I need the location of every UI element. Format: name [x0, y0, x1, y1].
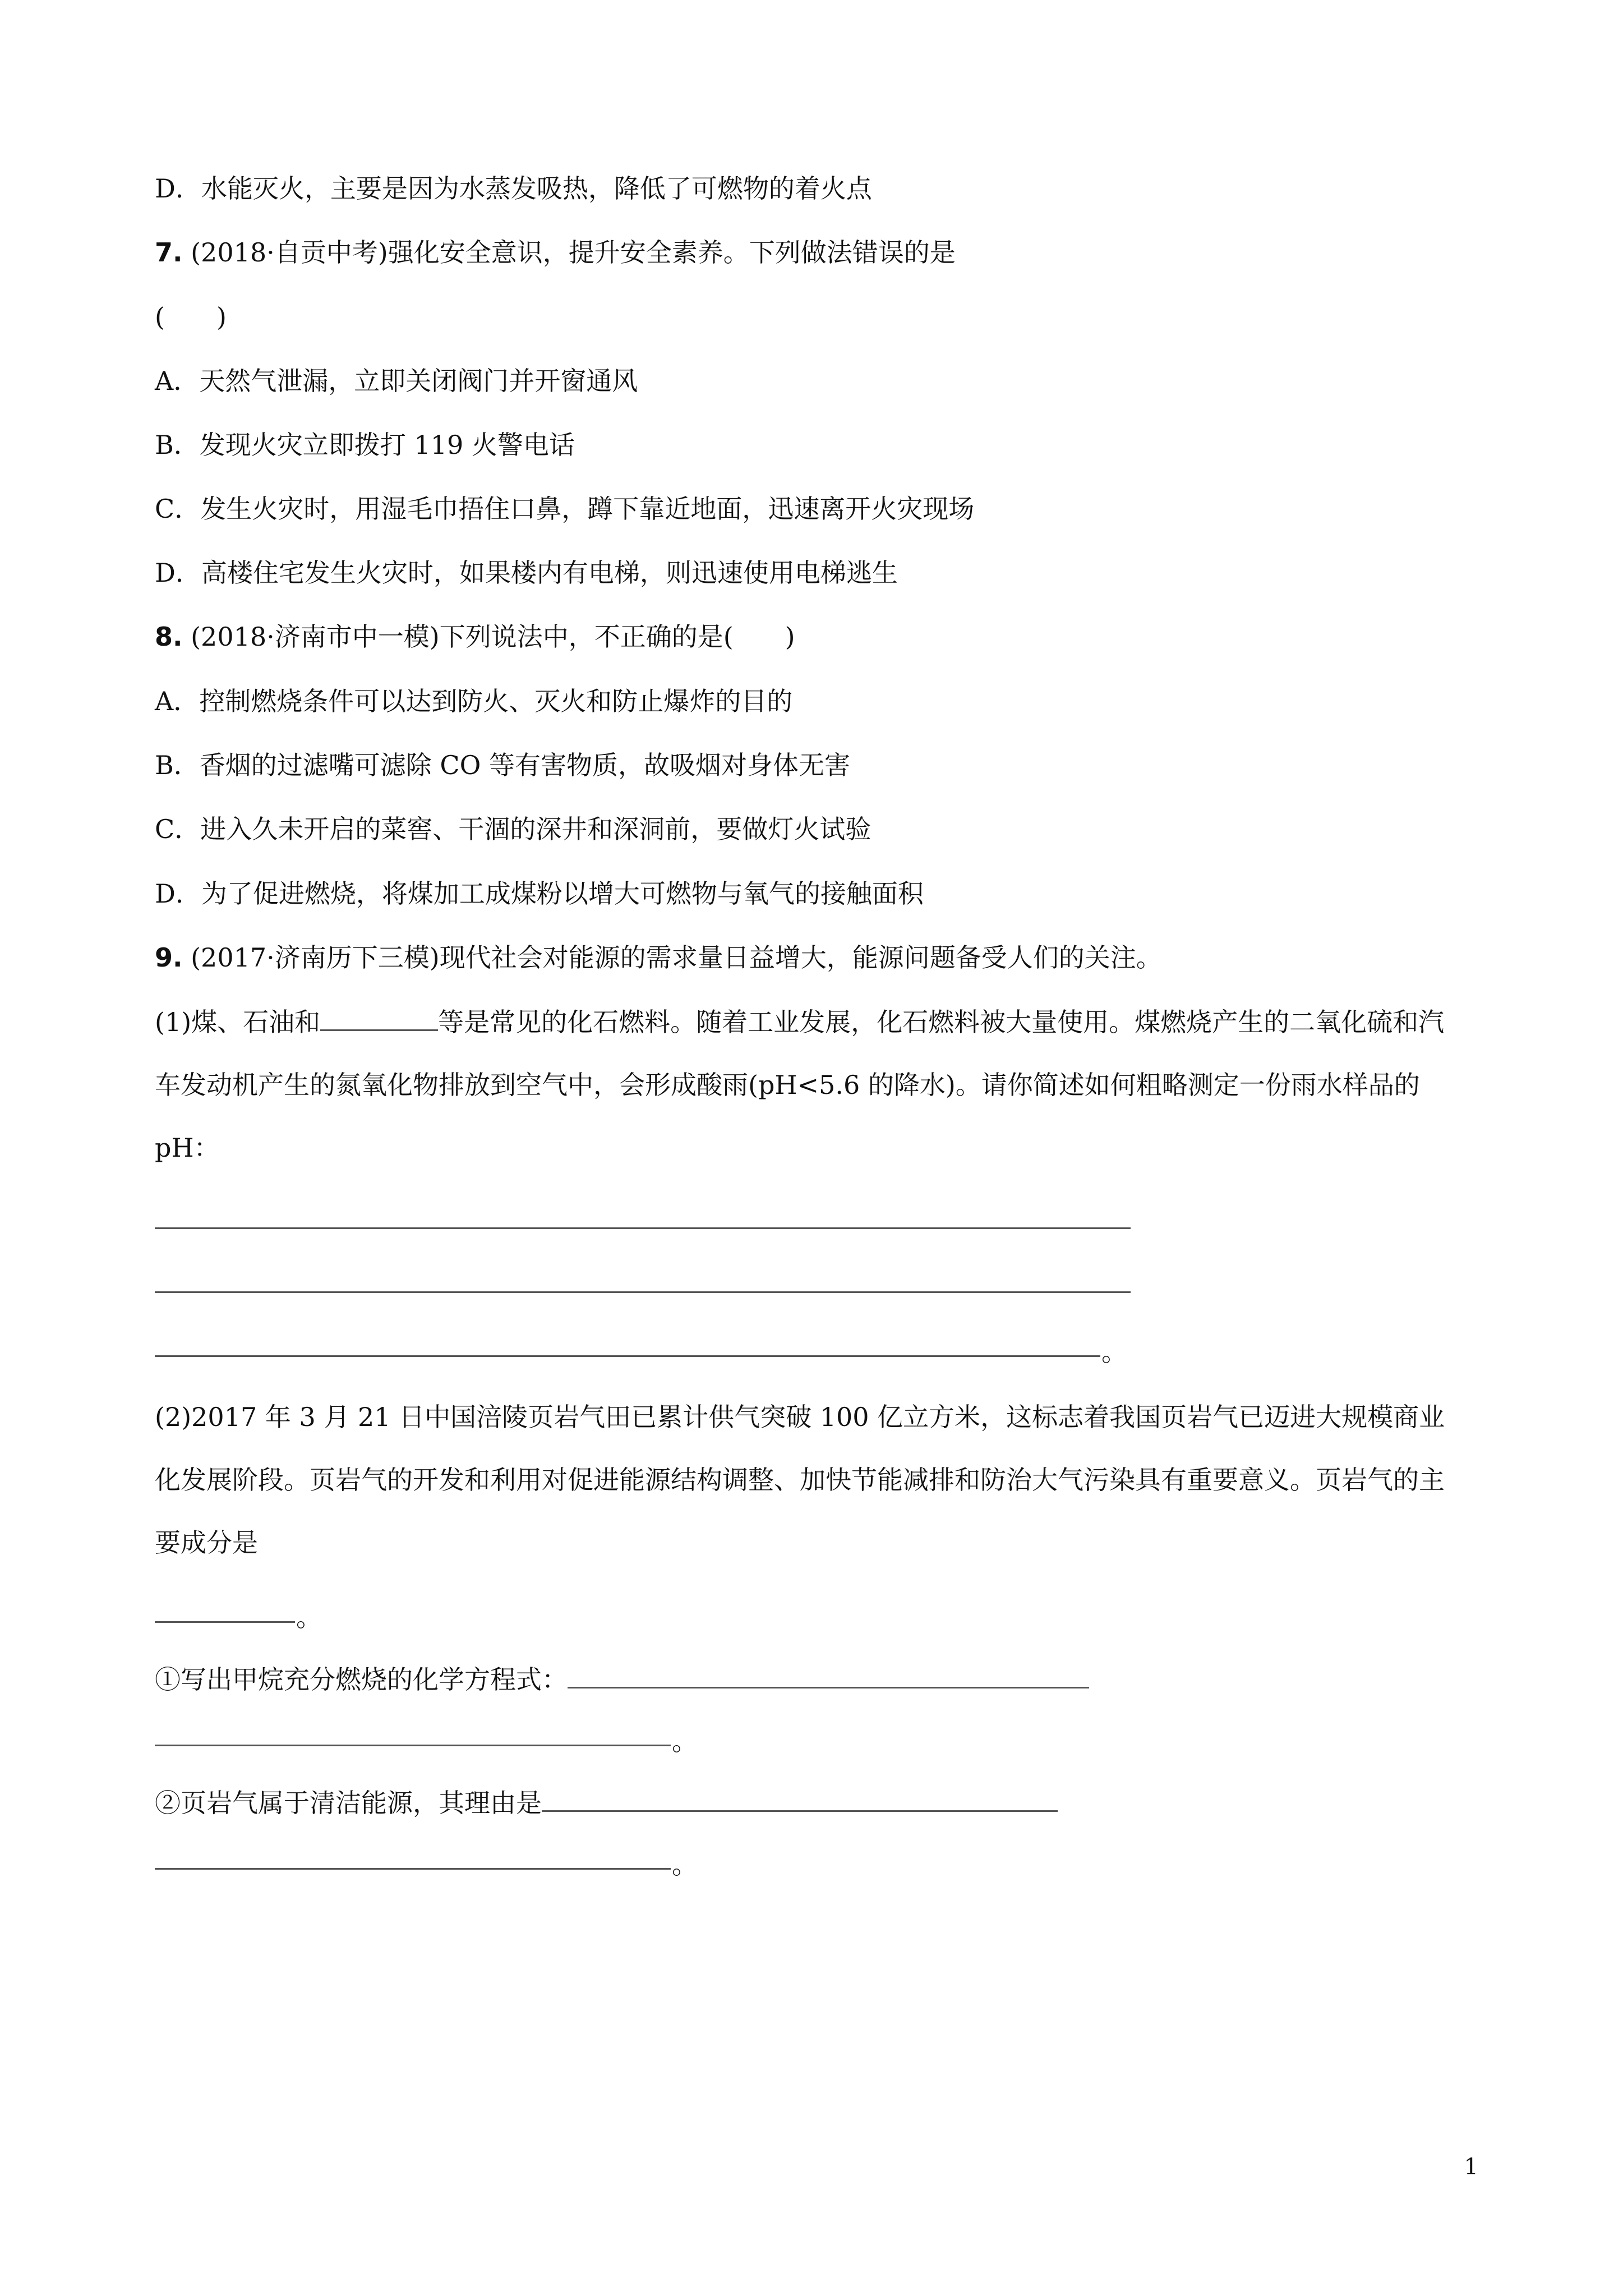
q6-option-d: D．水能灭火，主要是因为水蒸发吸热，降低了可燃物的着火点	[155, 173, 872, 204]
q9-sub2-text: ②页岩气属于清洁能源，其理由是	[155, 1788, 542, 1818]
reason-period: 。	[672, 1849, 698, 1880]
page-number: 1	[1464, 2154, 1478, 2180]
q8-option-d: D．为了促进燃烧，将煤加工成煤粉以增大可燃物与氧气的接触面积	[155, 878, 924, 909]
q8-stem	[155, 620, 795, 654]
q9-source: (2017·济南历下三模)	[191, 942, 440, 973]
equation-blank-1[interactable]	[568, 1661, 1089, 1688]
reason-blank-2[interactable]	[155, 1868, 671, 1870]
q7-source: (2018·自贡中考)	[191, 237, 388, 268]
reason-blank-1[interactable]	[542, 1784, 1058, 1812]
equation-blank-2[interactable]	[155, 1745, 671, 1746]
main-component-period: 。	[296, 1602, 322, 1632]
ph-answer-line-3[interactable]	[155, 1355, 1100, 1357]
q7-option-a: A．天然气泄漏，立即关闭阀门并开窗通风	[155, 366, 638, 396]
q8-source: (2018·济南市中一模)	[191, 622, 440, 652]
q7-text: 强化安全意识，提升安全素养。下列做法错误的是	[388, 237, 956, 268]
q9-text: 现代社会对能源的需求量日益增大，能源问题备受人们的关注。	[439, 942, 1162, 973]
q8-option-a: A．控制燃烧条件可以达到防火、灭火和防止爆炸的目的	[155, 686, 793, 716]
ph-answer-period: 。	[1101, 1337, 1127, 1367]
q9-sub1	[155, 1661, 1089, 1696]
q8-text: 下列说法中，不正确的是( )	[439, 622, 795, 652]
q9-sub1-text: ①写出甲烷充分燃烧的化学方程式：	[155, 1664, 568, 1695]
q9-stem	[155, 941, 1162, 974]
q9-sub2	[155, 1784, 1058, 1820]
q7-answer-paren: ( )	[155, 302, 227, 332]
q7-option-c: C．发生火灾时，用湿毛巾捂住口鼻，蹲下靠近地面，迅速离开火灾现场	[155, 494, 975, 524]
q7-stem	[155, 236, 956, 269]
ph-answer-line-2[interactable]	[155, 1291, 1131, 1293]
q9-part1-text: 等是常见的化石燃料。随着工业发展，化石燃料被大量使用。煤燃烧产生的二氧化硫和汽车发动机产生的氮氧化物排放到空气中，会形成酸雨(pH<5.6 的降水)。请你简述如何粗略测定一份雨水样品的 pH：	[155, 1007, 1445, 1163]
q9-fossil-fuel-blank[interactable]	[320, 1004, 438, 1031]
q9-part1-lead: (1)煤、石油和	[155, 1007, 321, 1037]
q7-number: 7.	[155, 237, 183, 268]
q9-number: 9.	[155, 942, 183, 973]
q8-option-c: C．进入久未开启的菜窖、干涸的深井和深洞前，要做灯火试验	[155, 814, 872, 844]
ph-answer-line-1[interactable]	[155, 1227, 1131, 1229]
q8-option-b: B．香烟的过滤嘴可滤除 CO 等有害物质，故吸烟对身体无害	[155, 750, 850, 780]
q7-option-b: B．发现火灾立即拨打 119 火警电话	[155, 430, 575, 460]
q7-option-d: D．高楼住宅发生火灾时，如果楼内有电梯，则迅速使用电梯逃生	[155, 558, 898, 588]
equation-period: 。	[672, 1726, 698, 1756]
q9-part2: (2)2017 年 3 月 21 日中国涪陵页岩气田已累计供气突破 100 亿立方米，这标志着我国页岩气已迈进大规模商业化发展阶段。页岩气的开发和利用对促进能源结构调整、加快节能减排和防治大气污染具有重要意义。页岩气的主要成分是	[155, 1402, 1445, 1558]
main-component-blank[interactable]	[155, 1621, 295, 1623]
q8-number: 8.	[155, 622, 183, 652]
q9-part1	[155, 991, 1461, 1179]
